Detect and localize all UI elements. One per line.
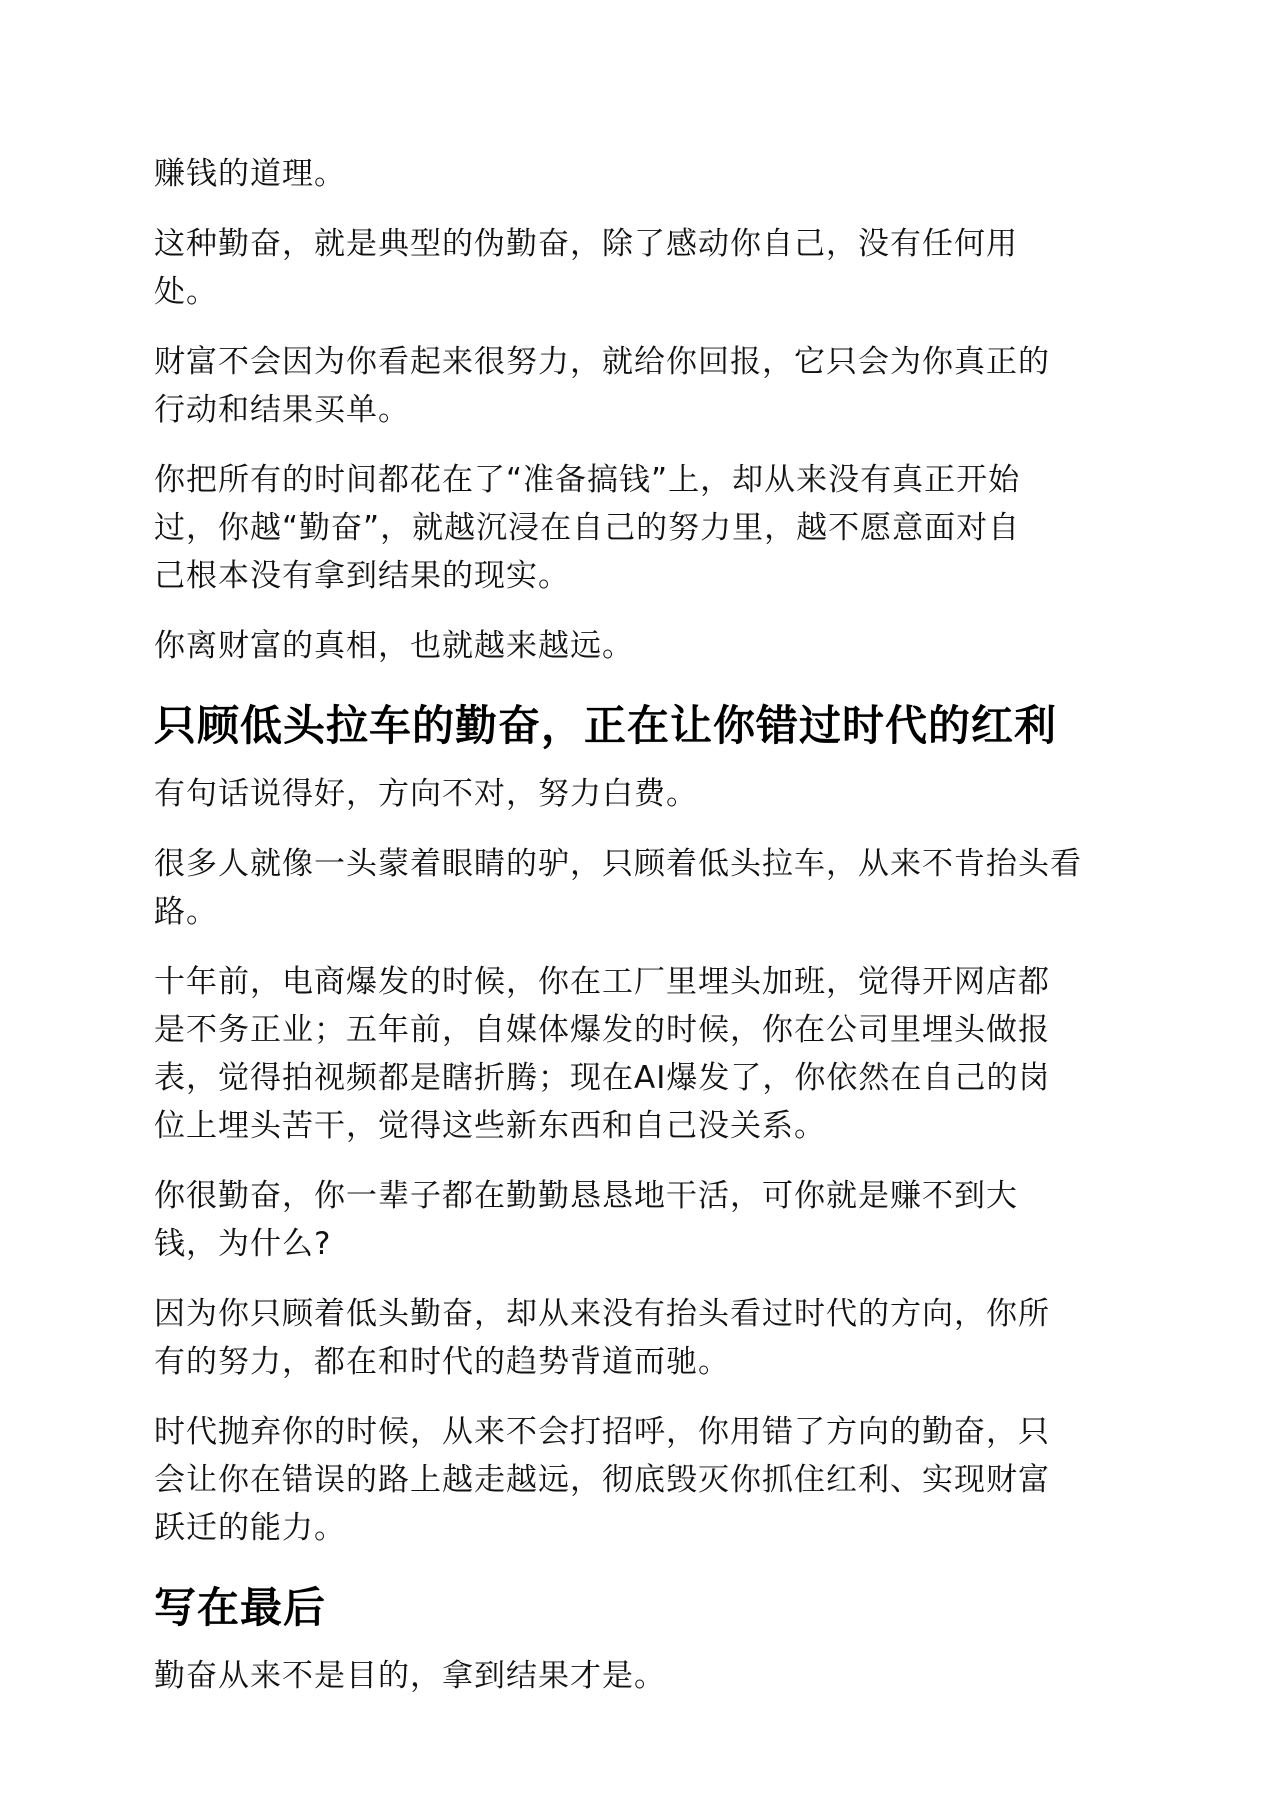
text-line: 勤奋从来不是目的，拿到结果才是。 bbox=[154, 1658, 666, 1694]
paragraph bbox=[154, 338, 1114, 434]
text-line: 表，觉得拍视频都是瞎折腾；现在AI爆发了，你依然在自己的岗 bbox=[154, 1060, 1051, 1096]
paragraph bbox=[154, 1172, 1114, 1268]
section-heading: 只顾低头拉车的勤奋，正在让你错过时代的红利 bbox=[154, 701, 1058, 750]
text-line: 行动和结果买单。 bbox=[154, 392, 410, 428]
text-line: 有句话说得好，方向不对，努力白费。 bbox=[154, 776, 698, 812]
paragraph bbox=[154, 456, 1114, 600]
paragraph bbox=[154, 958, 1114, 1150]
paragraph bbox=[154, 1652, 1114, 1700]
text-line: 跃迁的能力。 bbox=[154, 1510, 346, 1546]
text-line: 很多人就像一头蒙着眼睛的驴，只顾着低头拉车，从来不肯抬头看 bbox=[154, 846, 1082, 882]
text-line: 赚钱的道理。 bbox=[154, 156, 346, 192]
text-line: 己根本没有拿到结果的现实。 bbox=[154, 558, 570, 594]
paragraph bbox=[154, 770, 1114, 818]
text-line: 钱，为什么? bbox=[154, 1226, 332, 1262]
paragraph bbox=[154, 220, 1114, 316]
text-line: 会让你在错误的路上越走越远，彻底毁灭你抓住红利、实现财富 bbox=[154, 1462, 1050, 1498]
text-line: 你把所有的时间都花在了“准备搞钱”上，却从来没有真正开始 bbox=[154, 462, 1021, 498]
article-body bbox=[154, 150, 1114, 1722]
text-line: 是不务正业；五年前，自媒体爆发的时候，你在公司里埋头做报 bbox=[154, 1012, 1050, 1048]
text-line: 位上埋头苦干，觉得这些新东西和自己没关系。 bbox=[154, 1108, 826, 1144]
text-line: 有的努力，都在和时代的趋势背道而驰。 bbox=[154, 1344, 730, 1380]
section-heading: 写在最后 bbox=[154, 1583, 327, 1632]
text-line: 这种勤奋，就是典型的伪勤奋，除了感动你自己，没有任何用 bbox=[154, 226, 1018, 262]
paragraph bbox=[154, 1408, 1114, 1552]
text-line: 十年前，电商爆发的时候，你在工厂里埋头加班，觉得开网店都 bbox=[154, 964, 1050, 1000]
text-line: 你离财富的真相，也就越来越远。 bbox=[154, 628, 634, 664]
paragraph bbox=[154, 150, 1114, 198]
paragraph bbox=[154, 622, 1114, 670]
text-line: 时代抛弃你的时候，从来不会打招呼，你用错了方向的勤奋，只 bbox=[154, 1414, 1050, 1450]
text-line: 过，你越“勤奋”，就越沉浸在自己的努力里，越不愿意面对自 bbox=[154, 510, 1021, 546]
paragraph bbox=[154, 1290, 1114, 1386]
text-line: 财富不会因为你看起来很努力，就给你回报，它只会为你真正的 bbox=[154, 344, 1050, 380]
text-line: 因为你只顾着低头勤奋，却从来没有抬头看过时代的方向，你所 bbox=[154, 1296, 1050, 1332]
text-line: 你很勤奋，你一辈子都在勤勤恳恳地干活，可你就是赚不到大 bbox=[154, 1178, 1018, 1214]
text-line: 处。 bbox=[154, 274, 218, 310]
paragraph bbox=[154, 840, 1114, 936]
text-line: 路。 bbox=[154, 894, 218, 930]
